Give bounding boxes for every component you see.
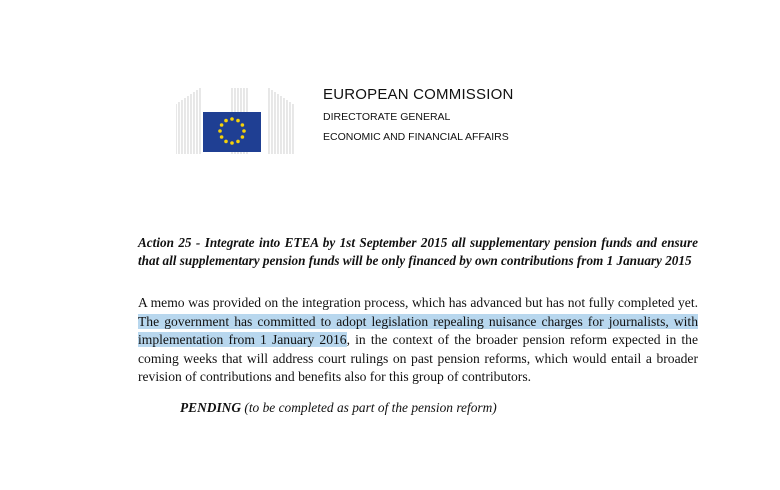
directorate-label: DIRECTORATE GENERAL [323,111,451,123]
european-commission-logo [176,84,304,156]
sentence-2-rest: , in the context of the broader pension reform expected in the coming weeks that will address court rulings on past pension reforms, which would entail a broader revision of contributions and benefits also for this group of contributors. [138,332,698,384]
highlighted-text: The government has committed to adopt legislation repealing nuisance charges for journalists, with implementation from 1 January 2016 [138,313,698,347]
org-name: EUROPEAN COMMISSION [323,86,514,103]
sentence-1: A memo was provided on the integration process, which has advanced but has not fully completed yet. [138,295,698,310]
status-note: (to be completed as part of the pension reform) [241,400,497,415]
status-label: PENDING [180,400,242,415]
department-label: ECONOMIC AND FINANCIAL AFFAIRS [323,131,509,143]
letterhead [323,86,514,143]
action-heading: Action 25 - Integrate into ETEA by 1st September 2015 all supplementary pension funds and ensure that all supplementary pension funds will be only financed by own contributions from 1 January 2015 [138,235,698,268]
body-paragraph [138,294,698,387]
status-line [180,400,497,416]
eu-flag [203,112,261,152]
